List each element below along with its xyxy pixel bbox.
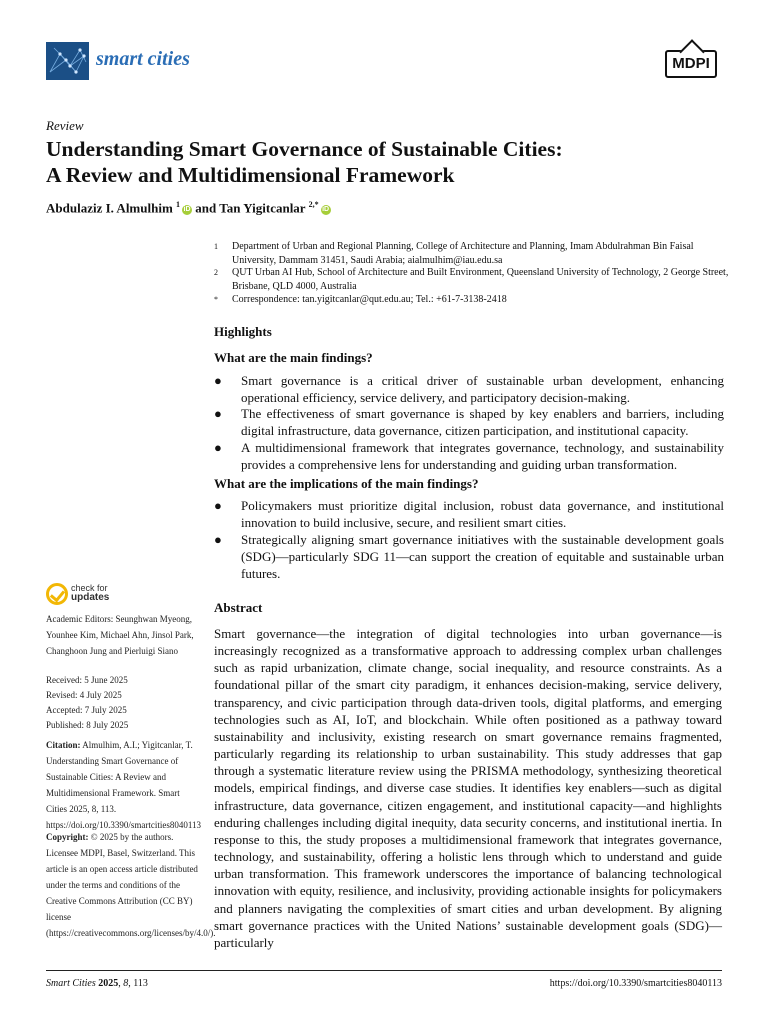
author-name[interactable]: Tan Yigitcanlar [219, 200, 306, 216]
affiliation-mark: 2 [214, 268, 218, 277]
bullet-text: The effectiveness of smart governance is shaped by key enablers and barriers, including digital infrastructure, data governance, citizen participation, and institutional capacity. [241, 406, 724, 438]
footer-page: 113 [133, 978, 148, 989]
author-name[interactable]: Abdulaziz I. Almulhim [46, 200, 173, 216]
copyright [46, 829, 216, 941]
bullet-icon: ● [214, 440, 222, 455]
academic-editors: Academic Editors: Seunghwan Myeong, Younhee Kim, Michael Ahn, Jinsol Park, Changhoon Jung and Pierluigi Siano [46, 614, 194, 656]
highlights-heading: Highlights [214, 324, 272, 339]
findings-question: What are the main findings? [214, 350, 373, 365]
article-type: Review [46, 118, 84, 133]
affiliation-text: Department of Urban and Regional Planning, College of Architecture and Planning, Imam Abdulrahman Bin Faisal University, Dammam 31451, Saudi Arabia; aialmulhim@iau.edu.sa [232, 241, 694, 266]
abstract-text: Smart governance—the integration of digital technologies into urban governance—is increasingly recognized as a transformative approach to addressing complex urban challenges such as rapid urbanization, climate change, social inequality, and resource constraints. As a foundational pillar of the smart city paradigm, it enhances decision-making, service delivery, transparency, and civic participation through data-driven tools, digital platforms, and emerging technologies such as AI, IoT, and blockchain. While often positioned as a pathway toward sustainability and inclusivity, existing research on smart governance remains fragmented, particularly regarding its relationship to urban sustainability. This study addresses that gap through a systematic literature review using the PRISMA methodology, synthesizing theoretical models, empirical findings, and diverse case studies. It identifies key enablers—such as digital infrastructure, data governance, citizen engagement, and institutional capacity—and highlights enduring challenges including digital inequity, data security concerns, and institutional inertia. In response to this, the study proposes a multidimensional framework that integrates governance, technology, and sustainability, offering a holistic lens through which to understand and guide urban transformation. This framework underscores the importance of balancing technological innovation with equity, resilience, and inclusivity, providing actionable insights for policymakers and planners navigating the complexities of smart cities and urban development. By aligning smart governance practices with the United Nations’ sustainable development goals (SDG)—particularly [214, 626, 722, 950]
bullet-text: Smart governance is a critical driver of sustainable urban development, enhancing operational efficiency, service delivery, and participatory decision-making. [241, 373, 724, 405]
footer-volume: 8 [123, 978, 129, 989]
footer-journal: Smart Cities [46, 978, 96, 989]
check-for-updates-icon[interactable] [46, 583, 68, 605]
revised-date: Revised: 4 July 2025 [46, 690, 122, 700]
bullet-icon: ● [214, 373, 222, 388]
publisher-name: MDPI [672, 55, 710, 72]
published-date: Published: 8 July 2025 [46, 720, 129, 730]
article-title [46, 136, 726, 188]
citation-label: Citation: [46, 740, 81, 750]
updates-label: updates [71, 592, 110, 603]
implications-question: What are the implications of the main findings? [214, 476, 479, 491]
accepted-date: Accepted: 7 July 2025 [46, 705, 127, 715]
copyright-label: Copyright: [46, 832, 89, 842]
title-line-1: Understanding Smart Governance of Sustainable Cities: [46, 137, 563, 161]
author-affiliation-mark: 1 [176, 200, 181, 209]
correspondence-mark: * [214, 295, 218, 304]
copyright-text[interactable]: © 2025 by the authors. Licensee MDPI, Basel, Switzerland. This article is an open access article distributed under the terms and conditions of the Creative Commons Attribution (CC BY) license (https://creativecommons.org/licenses/by/4.0/). [46, 832, 216, 938]
bullet-text: A multidimensional framework that integrates governance, technology, and sustainability provides a comprehensive lens for understanding and guiding urban transformation. [241, 440, 724, 472]
bullet-text: Strategically aligning smart governance initiatives with the sustainable development goals (SDG)—particularly SDG 11—can support the creation of equitable and sustainable urban futures. [241, 532, 724, 581]
footer-journal-info: Smart Cities 2025, 8, 113 [46, 978, 148, 989]
bullet-icon: ● [214, 406, 222, 421]
journal-logo [46, 42, 89, 80]
orcid-icon[interactable]: iD [183, 206, 191, 214]
footer-doi-link[interactable]: https://doi.org/10.3390/smartcities8040113 [549, 978, 722, 989]
correspondence-text: Correspondence: tan.yigitcanlar@qut.edu.au; Tel.: +61-7-3138-2418 [232, 294, 507, 305]
title-line-2: A Review and Multidimensional Framework [46, 163, 455, 187]
author-separator: and [192, 200, 220, 216]
publisher-logo [665, 50, 717, 78]
affiliation-text: QUT Urban AI Hub, School of Architecture and Built Environment, Queensland University of Technology, 2 George Street, Brisbane, QLD 4000, Australia [232, 267, 729, 292]
affiliation-mark: 1 [214, 242, 218, 251]
journal-name: smart cities [96, 48, 190, 70]
bullet-icon: ● [214, 532, 222, 547]
footer-year: 2025 [98, 978, 119, 989]
author-list [46, 200, 331, 216]
received-date: Received: 5 June 2025 [46, 675, 128, 685]
author-affiliation-mark: 2,* [308, 200, 319, 209]
citation-text[interactable]: Almulhim, A.I.; Yigitcanlar, T. Understanding Smart Governance of Sustainable Cities: A Review and Multidimensional Framework. Smart Cities 2025, 8, 113. https://doi.org/10.3390/smartcities8040113 [46, 740, 201, 830]
check-for-updates-button[interactable] [71, 584, 109, 602]
check-label: check for [71, 583, 108, 593]
bullet-text: Policymakers must prioritize digital inclusion, robust data governance, and institutional innovation to build inclusive, secure, and resilient smart cities. [241, 498, 724, 530]
abstract-heading: Abstract [214, 600, 263, 615]
orcid-icon[interactable]: iD [322, 206, 330, 214]
bullet-icon: ● [214, 498, 222, 513]
footer-divider [46, 970, 722, 971]
citation [46, 737, 201, 833]
